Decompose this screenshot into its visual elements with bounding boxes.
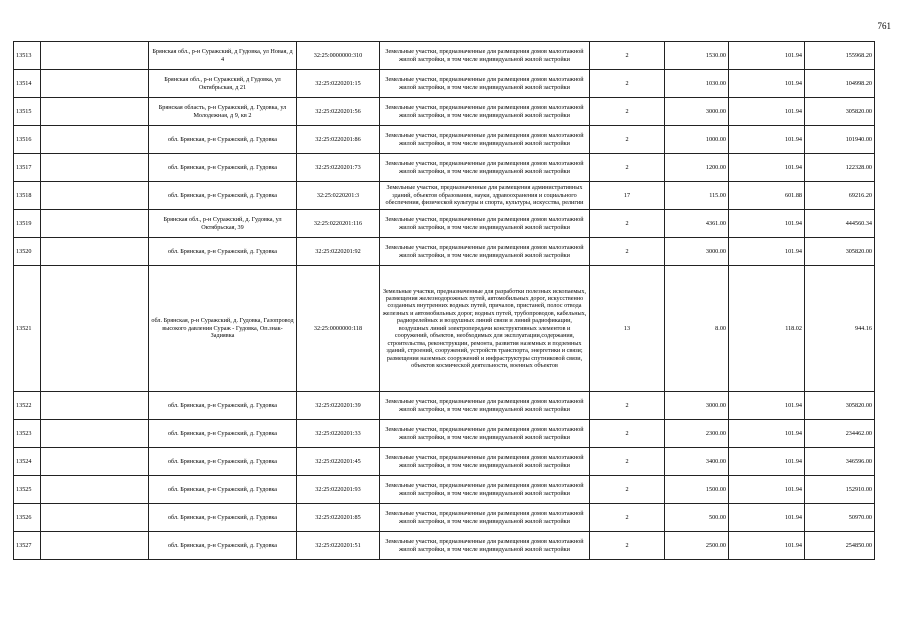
spacer-cell xyxy=(41,126,149,154)
cadastral-number-cell: 32:25:0220201:92 xyxy=(297,238,380,266)
cadastral-value-cell: 69216.20 xyxy=(805,182,875,210)
spacer-cell xyxy=(41,238,149,266)
rate-cell: 101.94 xyxy=(729,504,805,532)
rate-cell: 101.94 xyxy=(729,210,805,238)
address-cell: обл. Брянская, р-н Суражский, д. Гудовка xyxy=(149,448,297,476)
row-id: 13515 xyxy=(14,98,41,126)
land-use-cell: Земельные участки, предназначенные для разработки полезных ископаемых, размещения железнодорожных путей, автомобильных дорог, искусственно созданных внутренних водных путей, причалов, пристаней, полос отвода железных и автомобильных дорог, водных путей, трубопроводов, кабельных, радиорелейных и воздушных линий связи и линий радиофикации, воздушных линий электропередачи конструктивных элементов и сооружений, объектов, необходимых для эксплуатации,содержания, строительства, реконструкции, ремонта, развития наземных и подземных зданий, строений, сооружений, устройств транспорта, энергетики и связи; размещения наземных сооружений и инфраструктуры спутниковой связи, объектов космической деятельности, военных объектов xyxy=(380,266,590,392)
cadastral-number-cell: 32:25:0220201:56 xyxy=(297,98,380,126)
spacer-cell xyxy=(41,182,149,210)
spacer-cell xyxy=(41,504,149,532)
area-cell: 2500.00 xyxy=(665,532,729,560)
rate-cell: 101.94 xyxy=(729,392,805,420)
group-cell: 2 xyxy=(590,392,665,420)
area-cell: 3400.00 xyxy=(665,448,729,476)
cadastral-number-cell: 32:25:0220201:45 xyxy=(297,448,380,476)
spacer-cell xyxy=(41,392,149,420)
spacer-cell xyxy=(41,532,149,560)
table-row xyxy=(14,392,875,420)
rate-cell: 101.94 xyxy=(729,42,805,70)
cadastral-number-cell: 32:25:0000000:310 xyxy=(297,42,380,70)
table-row xyxy=(14,210,875,238)
rate-cell: 101.94 xyxy=(729,448,805,476)
address-cell: обл. Брянская, р-н Суражский, д. Гудовка xyxy=(149,420,297,448)
spacer-cell xyxy=(41,266,149,392)
address-cell: обл. Брянская, р-н Суражский, д. Гудовка xyxy=(149,238,297,266)
table-row xyxy=(14,504,875,532)
rate-cell: 118.02 xyxy=(729,266,805,392)
address-cell: обл. Брянская, р-н Суражский, д. Гудовка xyxy=(149,126,297,154)
rate-cell: 101.94 xyxy=(729,126,805,154)
row-id: 13514 xyxy=(14,70,41,98)
row-id: 13526 xyxy=(14,504,41,532)
group-cell: 2 xyxy=(590,504,665,532)
address-cell: обл. Брянская, р-н Суражский, д. Гудовка xyxy=(149,532,297,560)
group-cell: 2 xyxy=(590,154,665,182)
address-cell: Брянская область, р-н Суражский, д. Гудовка, ул Молодежная, д 9, кв 2 xyxy=(149,98,297,126)
land-use-cell: Земельные участки, предназначенные для размещения домов малоэтажной жилой застройки, в том числе индивидуальной жилой застройки xyxy=(380,126,590,154)
address-cell: обл. Брянская, р-н Суражский, д. Гудовка xyxy=(149,476,297,504)
cadastral-number-cell: 32:25:0220201:39 xyxy=(297,392,380,420)
rate-cell: 101.94 xyxy=(729,98,805,126)
cadastral-number-cell: 32:25:0220201:116 xyxy=(297,210,380,238)
spacer-cell xyxy=(41,476,149,504)
group-cell: 17 xyxy=(590,182,665,210)
rate-cell: 601.88 xyxy=(729,182,805,210)
group-cell: 13 xyxy=(590,266,665,392)
cadastral-number-cell: 32:25:0220201:85 xyxy=(297,504,380,532)
row-id: 13521 xyxy=(14,266,41,392)
cadastral-value-cell: 944.16 xyxy=(805,266,875,392)
cadastral-value-cell: 101940.00 xyxy=(805,126,875,154)
row-id: 13519 xyxy=(14,210,41,238)
land-use-cell: Земельные участки, предназначенные для размещения домов малоэтажной жилой застройки, в том числе индивидуальной жилой застройки xyxy=(380,154,590,182)
cadastral-number-cell: 32:25:0000000:118 xyxy=(297,266,380,392)
group-cell: 2 xyxy=(590,448,665,476)
cadastral-value-cell: 346596.00 xyxy=(805,448,875,476)
row-id: 13517 xyxy=(14,154,41,182)
land-use-cell: Земельные участки, предназначенные для размещения домов малоэтажной жилой застройки, в том числе индивидуальной жилой застройки xyxy=(380,42,590,70)
cadastral-value-cell: 155968.20 xyxy=(805,42,875,70)
address-cell: обл. Брянская, р-н Суражский, д. Гудовка xyxy=(149,154,297,182)
area-cell: 4361.00 xyxy=(665,210,729,238)
cadastral-value-cell: 104998.20 xyxy=(805,70,875,98)
cadastral-value-cell: 50970.00 xyxy=(805,504,875,532)
land-use-cell: Земельные участки, предназначенные для размещения домов малоэтажной жилой застройки, в том числе индивидуальной жилой застройки xyxy=(380,210,590,238)
address-cell: обл. Брянская, р-н Суражский, д. Гудовка xyxy=(149,504,297,532)
land-use-cell: Земельные участки, предназначенные для размещения домов малоэтажной жилой застройки, в том числе индивидуальной жилой застройки xyxy=(380,448,590,476)
row-id: 13520 xyxy=(14,238,41,266)
area-cell: 1200.00 xyxy=(665,154,729,182)
group-cell: 2 xyxy=(590,42,665,70)
area-cell: 3000.00 xyxy=(665,392,729,420)
group-cell: 2 xyxy=(590,210,665,238)
spacer-cell xyxy=(41,70,149,98)
cadastral-number-cell: 32:25:0220201:86 xyxy=(297,126,380,154)
row-id: 13522 xyxy=(14,392,41,420)
cadastral-number-cell: 32:25:0220201:93 xyxy=(297,476,380,504)
table-row xyxy=(14,420,875,448)
cadastral-value-cell: 305820.00 xyxy=(805,392,875,420)
row-id: 13513 xyxy=(14,42,41,70)
land-use-cell: Земельные участки, предназначенные для размещения домов малоэтажной жилой застройки, в том числе индивидуальной жилой застройки xyxy=(380,70,590,98)
area-cell: 8.00 xyxy=(665,266,729,392)
spacer-cell xyxy=(41,210,149,238)
cadastral-number-cell: 32:25:0220201:51 xyxy=(297,532,380,560)
group-cell: 2 xyxy=(590,420,665,448)
cadastral-value-cell: 305820.00 xyxy=(805,238,875,266)
cadastral-value-cell: 444560.34 xyxy=(805,210,875,238)
spacer-cell xyxy=(41,98,149,126)
spacer-cell xyxy=(41,154,149,182)
area-cell: 1500.00 xyxy=(665,476,729,504)
address-cell: обл. Брянская, р-н Суражский, д. Гудовка xyxy=(149,182,297,210)
land-use-cell: Земельные участки, предназначенные для размещения домов малоэтажной жилой застройки, в том числе индивидуальной жилой застройки xyxy=(380,98,590,126)
area-cell: 3000.00 xyxy=(665,238,729,266)
rate-cell: 101.94 xyxy=(729,70,805,98)
address-cell: Брянская обл., р-н Суражский, д Гудовка, ул Октябрьская, д 21 xyxy=(149,70,297,98)
land-use-cell: Земельные участки, предназначенные для размещения домов малоэтажной жилой застройки, в том числе индивидуальной жилой застройки xyxy=(380,532,590,560)
cadastral-value-cell: 254850.00 xyxy=(805,532,875,560)
land-use-cell: Земельные участки, предназначенные для размещения домов малоэтажной жилой застройки, в том числе индивидуальной жилой застройки xyxy=(380,476,590,504)
address-cell: обл. Брянская, р-н Суражский, д. Гудовка xyxy=(149,392,297,420)
rate-cell: 101.94 xyxy=(729,476,805,504)
rate-cell: 101.94 xyxy=(729,532,805,560)
cadastral-value-cell: 122328.00 xyxy=(805,154,875,182)
row-id: 13524 xyxy=(14,448,41,476)
area-cell: 2300.00 xyxy=(665,420,729,448)
land-use-cell: Земельные участки, предназначенные для размещения домов малоэтажной жилой застройки, в том числе индивидуальной жилой застройки xyxy=(380,504,590,532)
table-row xyxy=(14,154,875,182)
address-cell: Брянская обл., р-н Суражский, д Гудовка, ул Новая, д 4 xyxy=(149,42,297,70)
table-row xyxy=(14,42,875,70)
rate-cell: 101.94 xyxy=(729,154,805,182)
cadastral-value-cell: 152910.00 xyxy=(805,476,875,504)
rate-cell: 101.94 xyxy=(729,420,805,448)
area-cell: 1000.00 xyxy=(665,126,729,154)
cadastral-number-cell: 32:25:0220201:15 xyxy=(297,70,380,98)
land-use-cell: Земельные участки, предназначенные для размещения домов малоэтажной жилой застройки, в том числе индивидуальной жилой застройки xyxy=(380,420,590,448)
land-use-cell: Земельные участки, предназначенные для размещения домов малоэтажной жилой застройки, в том числе индивидуальной жилой застройки xyxy=(380,392,590,420)
row-id: 13523 xyxy=(14,420,41,448)
table-row xyxy=(14,448,875,476)
group-cell: 2 xyxy=(590,98,665,126)
table-row xyxy=(14,98,875,126)
table-row xyxy=(14,532,875,560)
table-row xyxy=(14,182,875,210)
group-cell: 2 xyxy=(590,238,665,266)
address-cell: Брянская обл., р-н Суражский, д. Гудовка, ул Октябрьская, 39 xyxy=(149,210,297,238)
cadastral-value-cell: 234462.00 xyxy=(805,420,875,448)
area-cell: 3000.00 xyxy=(665,98,729,126)
rate-cell: 101.94 xyxy=(729,238,805,266)
land-use-cell: Земельные участки, предназначенные для размещения домов малоэтажной жилой застройки, в том числе индивидуальной жилой застройки xyxy=(380,238,590,266)
land-use-cell: Земельные участки, предназначенные для размещения административных зданий, объектов образования, науки, здравоохранения и социального обеспечения, физической культуры и спорта, культуры, искусства, религии xyxy=(380,182,590,210)
group-cell: 2 xyxy=(590,476,665,504)
cadastral-value-table xyxy=(13,41,875,560)
area-cell: 500.00 xyxy=(665,504,729,532)
area-cell: 1030.00 xyxy=(665,70,729,98)
spacer-cell xyxy=(41,448,149,476)
cadastral-number-cell: 32:25:0220201:33 xyxy=(297,420,380,448)
spacer-cell xyxy=(41,42,149,70)
table-row xyxy=(14,126,875,154)
row-id: 13525 xyxy=(14,476,41,504)
page-number: 761 xyxy=(877,21,891,31)
row-id: 13527 xyxy=(14,532,41,560)
cadastral-number-cell: 32:25:0220201:73 xyxy=(297,154,380,182)
cadastral-number-cell: 32:25:0220201:3 xyxy=(297,182,380,210)
address-cell: обл. Брянская, р-н Суражский, д. Гудовка, Газопровод высокого давления Сураж - Гудовка, Оп.знак-Задиявка xyxy=(149,266,297,392)
area-cell: 115.00 xyxy=(665,182,729,210)
cadastral-value-cell: 305820.00 xyxy=(805,98,875,126)
table-row xyxy=(14,70,875,98)
row-id: 13516 xyxy=(14,126,41,154)
group-cell: 2 xyxy=(590,126,665,154)
table-row xyxy=(14,476,875,504)
table-row xyxy=(14,266,875,392)
row-id: 13518 xyxy=(14,182,41,210)
group-cell: 2 xyxy=(590,532,665,560)
area-cell: 1530.00 xyxy=(665,42,729,70)
spacer-cell xyxy=(41,420,149,448)
group-cell: 2 xyxy=(590,70,665,98)
table-row xyxy=(14,238,875,266)
